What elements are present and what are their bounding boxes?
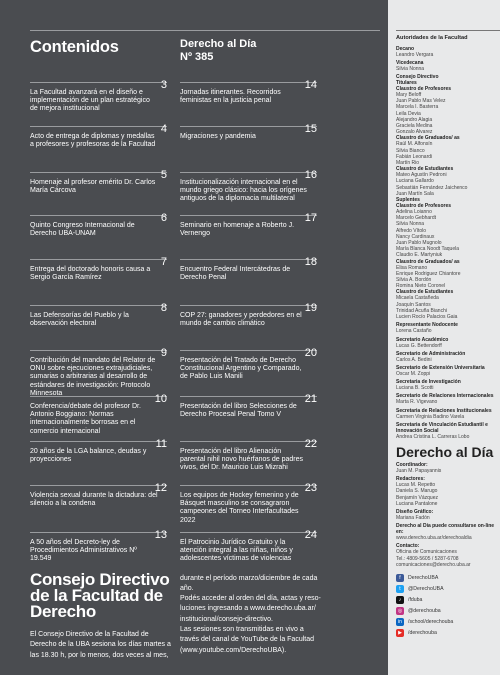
page-title: Contenidos <box>30 38 119 56</box>
toc-page-number: 8 <box>160 302 167 314</box>
social-link[interactable] <box>396 607 500 615</box>
toc-rule <box>30 82 167 83</box>
toc-page-number: 23 <box>304 482 317 494</box>
toc-page-number: 3 <box>160 79 167 91</box>
council-group: Claustro de Estudiantes <box>396 166 454 173</box>
social-handle: DerechoUBA <box>408 574 439 581</box>
twitter-icon: t <box>396 585 404 593</box>
toc-page-number: 19 <box>304 302 317 314</box>
spacer <box>396 440 500 442</box>
staff-role: Contacto: <box>396 543 420 550</box>
council-member: Lucien Rocío Palacios Gaia <box>396 314 458 321</box>
toc-rule <box>180 305 317 306</box>
authorities-title: Autoridades de la Facultad <box>396 35 468 41</box>
staff-detail: Oficina de Comunicaciones <box>396 549 457 556</box>
council-member: Gonzalo Alvarez <box>396 129 433 136</box>
toc-rule <box>180 82 317 83</box>
issue-label <box>180 38 256 64</box>
toc-rule <box>30 350 167 351</box>
social-handle: @DerechoUBA <box>408 585 444 592</box>
toc-page-number: 5 <box>160 169 167 181</box>
council-member: Silvia A. Bordón <box>396 277 432 284</box>
toc-page-number: 7 <box>160 256 167 268</box>
staff-detail: comunicaciones@derecho.uba.ar <box>396 561 471 568</box>
consejo-paragraph-3: Podés acceder al orden del día, actas y reso-luciones ingresando a www.derecho.uba.ar/ institucional/consejo-directivo. <box>180 595 321 623</box>
council-member: Nancy Cardinaux <box>396 233 435 240</box>
consejo-title: Consejo Directivo de la Facultad de Derecho <box>30 570 170 621</box>
toc-rule <box>180 259 317 260</box>
council-member: Marcela I. Basterra <box>396 104 439 111</box>
toc-entry-text: Presentación del libro Alienación parental nihil novo huérfanos de padres vivos, del Dr. Mauricio Luis Mizrahi <box>180 448 303 472</box>
staff-role: Redactores: <box>396 476 425 483</box>
toc-page-number: 12 <box>154 482 167 494</box>
authority-role: Consejo Directivo <box>396 74 439 80</box>
social-link[interactable] <box>396 596 500 604</box>
staff-detail: Luciana Pantalone <box>396 500 438 507</box>
toc-page-number: 15 <box>304 123 317 135</box>
brand-title: Derecho al Día <box>396 443 494 460</box>
toc-page-number: 4 <box>160 123 167 135</box>
council-member: Romina Nieto Coronel <box>396 283 446 290</box>
authority-name: Lucas G. Bettendorff <box>396 342 442 349</box>
council-member: Silvia Bianco <box>396 147 425 154</box>
toc-entry-text: Seminario en homenaje a Roberto J. Vernengo <box>180 222 295 238</box>
toc-entry-text: Jornadas itinerantes. Recorridos feministas en la justicia penal <box>180 89 281 105</box>
council-group: Claustro de Estudiantes <box>396 289 454 296</box>
authorities-panel <box>388 0 500 675</box>
council-member: Enrique Rodriguez Chiantore <box>396 270 461 277</box>
toc-page-number: 22 <box>304 438 317 450</box>
toc-entry-text: Migraciones y pandemia <box>180 133 256 140</box>
authority-role: Representante Nodocente <box>396 322 458 329</box>
toc-page-number: 17 <box>304 212 317 224</box>
toc-entry-text: La Facultad avanzará en el diseño e implementación de un plan estratégico de mejora institucional <box>30 89 150 113</box>
council-member: Claudio E. Martyniuk <box>396 252 443 259</box>
social-link[interactable] <box>396 618 500 626</box>
social-link[interactable] <box>396 574 500 582</box>
staff-detail: www.derecho.uba.ar/derechoaldia <box>396 535 472 542</box>
toc-entry-text: Institucionalización internacional en el mundo griego clásico: hacia los orígenes antiguos de la diplomacia multilateral <box>180 179 307 203</box>
youtube-icon: ▶ <box>396 629 404 637</box>
authority-role: Decano <box>396 45 415 52</box>
authority-name: Leandro Vergara <box>396 51 434 58</box>
toc-entry-text: Los equipos de Hockey femenino y de Básquet masculino se consagraron campeones del Torneo Interfacultades 2022 <box>180 492 299 524</box>
toc-rule <box>180 485 317 486</box>
council-member: Alejandro Alagia <box>396 116 433 123</box>
staff-detail: Juan M. Papayannis <box>396 467 442 474</box>
council-member: Marcelo Gebhardt <box>396 215 437 222</box>
authority-name: Carlos A. Bedini <box>396 356 432 363</box>
issue-name: Derecho al Día <box>180 38 257 50</box>
authority-role: Secretaria de Vinculación Estudiantil e Innovación Social <box>396 421 488 434</box>
toc-rule <box>30 126 167 127</box>
council-group: Claustro de Profesores <box>396 203 452 210</box>
toc-rule <box>30 305 167 306</box>
council-member: Mary Beloff <box>396 92 422 98</box>
toc-rule <box>30 172 167 173</box>
toc-rule <box>30 441 167 442</box>
staff-role: Derecho al Día puede consultarse on-line en: <box>396 523 495 536</box>
toc-page-number: 13 <box>154 529 167 541</box>
toc-page-number: 6 <box>160 212 167 224</box>
toc-rule <box>30 215 167 216</box>
authority-name: Marta R. Vigevano <box>396 399 438 406</box>
toc-page-number: 10 <box>154 393 167 405</box>
council-member: Sebastián Fernández Jaichenco <box>396 184 468 191</box>
authority-name: Luciana B. Scotti <box>396 385 434 392</box>
header-rule <box>30 30 380 31</box>
social-handle: /derechouba <box>408 629 437 636</box>
toc-page-number: 24 <box>304 529 317 541</box>
council-member: Fabián Leonardi <box>396 153 433 160</box>
consejo-paragraph-2: durante el período marzo/diciembre de cada año. <box>180 575 318 593</box>
toc-rule <box>180 350 317 351</box>
toc-page-number: 14 <box>304 79 317 91</box>
instagram-icon: ◎ <box>397 607 403 614</box>
toc-page-number: 18 <box>304 256 317 268</box>
toc-rule <box>30 259 167 260</box>
authority-name: Andrea Cristina L. Carreras Lobo <box>396 433 470 440</box>
toc-page-number: 20 <box>304 347 317 359</box>
council-member: Martín Rio <box>396 160 420 167</box>
toc-entry-text: 20 años de la LGA balance, deudas y proyecciones <box>30 448 147 464</box>
council-member: Leila Devia <box>396 110 421 117</box>
linkedin-icon: in <box>396 618 404 626</box>
council-member: Graciela Medina <box>396 123 433 130</box>
toc-entry-text: Encuentro Federal Intercátedras de Derecho Penal <box>180 266 291 282</box>
authority-role: Secretario de Extensión Universitaria <box>396 364 485 371</box>
toc-entry-text: Conferencia/debate del profesor Dr. Antonio Boggiano: Normas internacionalmente borrosas en el comercio internacional <box>30 403 141 435</box>
council-group: Claustro de Profesores <box>396 86 452 92</box>
facebook-icon: f <box>396 574 404 582</box>
council-member: Silvia Nonna <box>396 221 425 228</box>
council-group: Claustro de Graduados/ as <box>396 258 460 265</box>
council-member: María Blanca Noodt Taquela <box>396 246 460 253</box>
toc-rule <box>30 396 167 397</box>
toc-entry-text: COP 27: ganadores y perdedores en el mundo de cambio climático <box>180 312 302 328</box>
authority-role: Secretaria de Investigación <box>396 379 461 386</box>
council-member: Elisa Romano <box>396 264 428 271</box>
toc-entry-text: Contribución del mandato del Relator de ONU sobre ejecuciones extrajudiciales, sumarias o arbitrarias al desarrollo de estándares de investigación: Protocolo Minnesota <box>30 357 156 397</box>
toc-rule <box>180 215 317 216</box>
staff-detail: Benjamín Vázquez <box>396 494 438 501</box>
toc-rule <box>180 126 317 127</box>
toc-rule <box>30 485 167 486</box>
staff-role: Coordinador: <box>396 461 428 468</box>
council-member: Luciana Gallardo <box>396 178 434 185</box>
authority-role: Secretario Académico <box>396 336 449 343</box>
right-header-rule <box>396 30 500 31</box>
toc-rule <box>30 532 167 533</box>
council-member: Juan Pablo Mas Velez <box>396 98 446 105</box>
staff-detail: Daniela S. Marugo <box>396 488 438 495</box>
authority-role: Secretario de Administración <box>396 350 466 357</box>
toc-entry-text: El Patrocinio Jurídico Gratuito y la atención integral a las niñas, niños y adolescentes víctimas de violencias <box>180 539 293 563</box>
social-handle: /school/derechouba <box>408 618 454 625</box>
staff-detail: Mariana Fadón <box>396 514 430 521</box>
council-member: Juan Pablo Mugnolo <box>396 240 442 247</box>
authority-name: Carmen Virginia Badino Varela <box>396 413 465 420</box>
toc-page-number: 21 <box>304 393 317 405</box>
toc-entry-text: Acto de entrega de diplomas y medallas a profesores y profesoras de la Facultad <box>30 133 156 149</box>
toc-entry-text: A 50 años del Decreto-ley de Procedimientos Administrativos Nº 19.549 <box>30 539 137 563</box>
social-link[interactable] <box>396 629 500 637</box>
toc-entry-text: Entrega del doctorado honoris causa a Sergio García Ramírez <box>30 266 151 282</box>
toc-entry-text: Presentación del libro Selecciones de Derecho Procesal Penal Tomo V <box>180 403 297 419</box>
staff-detail: Lucas M. Repetto <box>396 482 436 489</box>
toc-entry-text: Las Defensorías del Pueblo y la observación electoral <box>30 312 129 328</box>
authority-name: Lorena Castaño <box>396 328 432 335</box>
consejo-paragraph-1: El Consejo Directivo de la Facultad de Derecho de la UBA sesiona los días martes a las 18.30 h, por lo menos, dos veces al mes, <box>30 631 171 659</box>
council-member: Micaela Castañeda <box>396 295 439 302</box>
council-group: Titulares <box>396 80 417 86</box>
toc-entry-text: Presentación del Tratado de Derecho Constitucional Argentino y Comparado, de Pablo Luis Manili <box>180 357 302 381</box>
council-member: Raúl M. Alfonsín <box>396 141 433 148</box>
issue-number: Nº 385 <box>180 51 214 63</box>
council-member: Adelina Loianno <box>396 209 432 216</box>
council-member: Juan Martín Sala <box>396 190 434 197</box>
toc-entry-text: Quinto Congreso Internacional de Derecho UBA-UNAM <box>30 222 135 238</box>
authority-role: Secretaria de Relaciones Institucionales <box>396 407 492 414</box>
toc-page-number: 9 <box>160 347 167 359</box>
council-member: Alfredo Vítolo <box>396 227 427 234</box>
toc-rule <box>180 441 317 442</box>
toc-page-number: 11 <box>155 438 167 450</box>
toc-entry-text: Homenaje al profesor emérito Dr. Carlos María Cárcova <box>30 179 156 195</box>
toc-rule <box>180 396 317 397</box>
consejo-paragraph-4: Las sesiones son transmitidas en vivo a través del canal de YouTube de la Facultad (www.youtube.com/DerechoUBA). <box>180 626 315 654</box>
tiktok-icon: ♪ <box>396 596 404 604</box>
council-member: Trinidad Acuña Bianchi <box>396 307 447 314</box>
council-member: Mateo Agustín Pedroni <box>396 172 447 179</box>
council-group: Suplentes <box>396 197 420 204</box>
toc-rule <box>180 172 317 173</box>
social-handle: /fduba <box>408 596 423 603</box>
authority-role: Vicedecana <box>396 59 424 66</box>
authorities-content <box>396 35 500 640</box>
staff-role: Diseño Gráfico: <box>396 508 434 515</box>
staff-detail: Tel.: 4809-5605 / 5287-6708 <box>396 555 459 562</box>
council-member: Joaquín Santos <box>396 301 431 308</box>
authority-name: Silvia Nonna <box>396 65 425 72</box>
authority-name: Oscar M. Zoppi <box>396 370 431 377</box>
authority-role: Secretario de Relaciones Internacionales <box>396 393 494 400</box>
toc-page-number: 16 <box>304 169 317 181</box>
council-group: Claustro de Graduados/ as <box>396 135 460 142</box>
social-link[interactable] <box>396 585 500 593</box>
social-handle: @derechouba <box>408 607 441 614</box>
toc-entry-text: Violencia sexual durante la dictadura: del silencio a la condena <box>30 492 158 508</box>
toc-rule <box>180 532 317 533</box>
